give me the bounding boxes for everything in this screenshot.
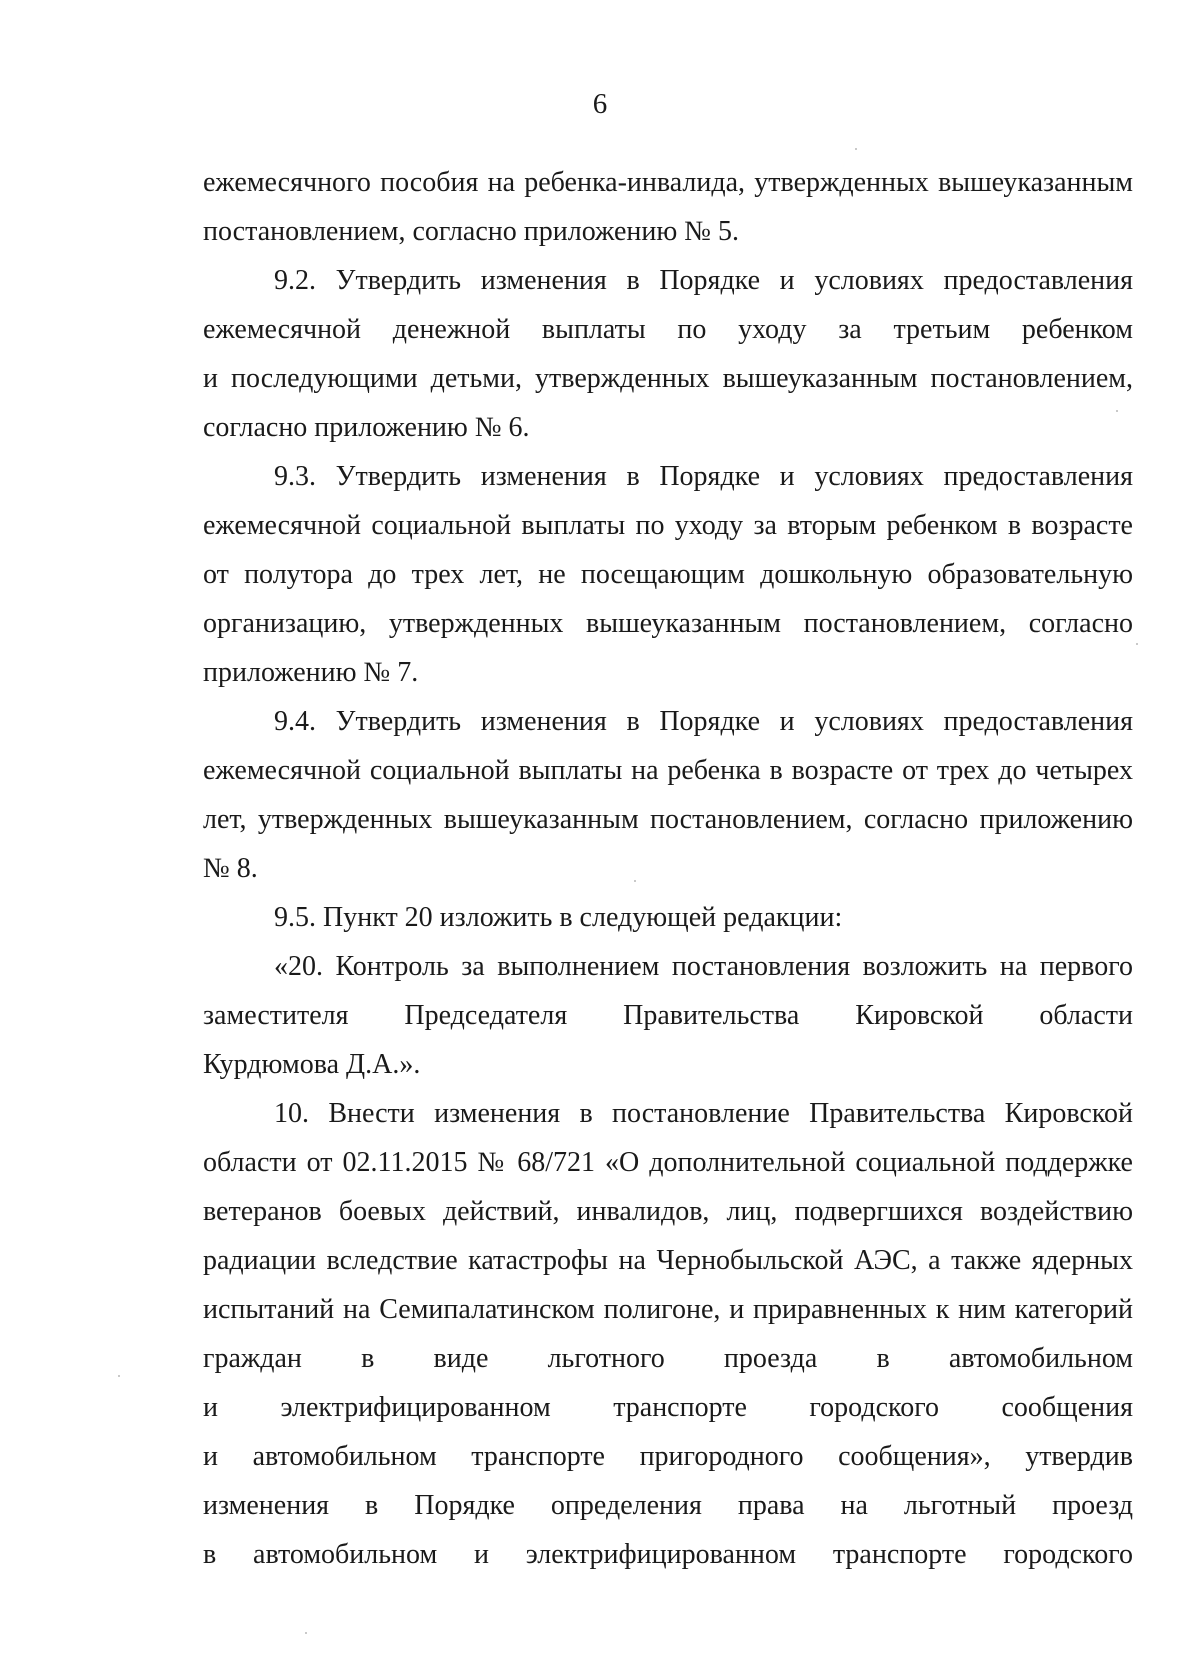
text-line: 9.5. Пункт 20 изложить в следующей редакции: xyxy=(274,902,843,933)
text-line: и последующими детьми, утвержденных вышеуказанным постановлением, xyxy=(203,363,1133,394)
text-line: и автомобильном транспорте пригородного сообщения», утвердив xyxy=(203,1441,1133,1472)
text-line: испытаний на Семипалатинском полигоне, и приравненных к ним категорий xyxy=(203,1294,1133,1325)
text-line: радиации вследствие катастрофы на Чернобыльской АЭС, а также ядерных xyxy=(203,1245,1133,1276)
text-line: ежемесячной социальной выплаты по уходу за вторым ребенком в возрасте xyxy=(203,510,1133,541)
text-line: заместителя Председателя Правительства Кировской области xyxy=(203,1000,1133,1031)
text-line: «20. Контроль за выполнением постановления возложить на первого xyxy=(274,951,1133,982)
text-line: изменения в Порядке определения права на льготный проезд xyxy=(203,1490,1133,1521)
text-line: от полутора до трех лет, не посещающим дошкольную образовательную xyxy=(203,559,1133,590)
scan-speck xyxy=(118,1375,120,1377)
text-line: 9.2. Утвердить изменения в Порядке и условиях предоставления xyxy=(274,265,1133,296)
text-line: № 8. xyxy=(203,853,258,884)
document-body xyxy=(203,158,1133,1579)
text-line: ежемесячного пособия на ребенка-инвалида, утвержденных вышеуказанным xyxy=(203,167,1133,198)
scan-speck xyxy=(1136,643,1138,645)
text-line: ежемесячной денежной выплаты по уходу за третьим ребенком xyxy=(203,314,1133,345)
scan-speck xyxy=(634,880,636,882)
scan-speck xyxy=(855,148,857,150)
text-line: постановлением, согласно приложению № 5. xyxy=(203,216,740,247)
text-line: 9.3. Утвердить изменения в Порядке и условиях предоставления xyxy=(274,461,1133,492)
page-number: 6 xyxy=(592,88,608,120)
text-line: лет, утвержденных вышеуказанным постановлением, согласно приложению xyxy=(203,804,1133,835)
text-line: и электрифицированном транспорте городского сообщения xyxy=(203,1392,1133,1423)
text-line: в автомобильном и электрифицированном транспорте городского xyxy=(203,1539,1133,1570)
text-line: 9.4. Утвердить изменения в Порядке и условиях предоставления xyxy=(274,706,1133,737)
text-line: ежемесячной социальной выплаты на ребенка в возрасте от трех до четырех xyxy=(203,755,1133,786)
text-line: Курдюмова Д.А.». xyxy=(203,1049,421,1080)
text-line: согласно приложению № 6. xyxy=(203,412,530,443)
text-line: области от 02.11.2015 № 68/721 «О дополнительной социальной поддержке xyxy=(203,1147,1133,1178)
text-line: организацию, утвержденных вышеуказанным постановлением, согласно xyxy=(203,608,1133,639)
text-line: ветеранов боевых действий, инвалидов, лиц, подвергшихся воздействию xyxy=(203,1196,1133,1227)
scan-speck xyxy=(1116,410,1118,412)
text-line: 10. Внести изменения в постановление Правительства Кировской xyxy=(274,1098,1133,1129)
text-line: граждан в виде льготного проезда в автомобильном xyxy=(203,1343,1133,1374)
scan-speck xyxy=(305,1632,307,1634)
text-line: приложению № 7. xyxy=(203,657,419,688)
